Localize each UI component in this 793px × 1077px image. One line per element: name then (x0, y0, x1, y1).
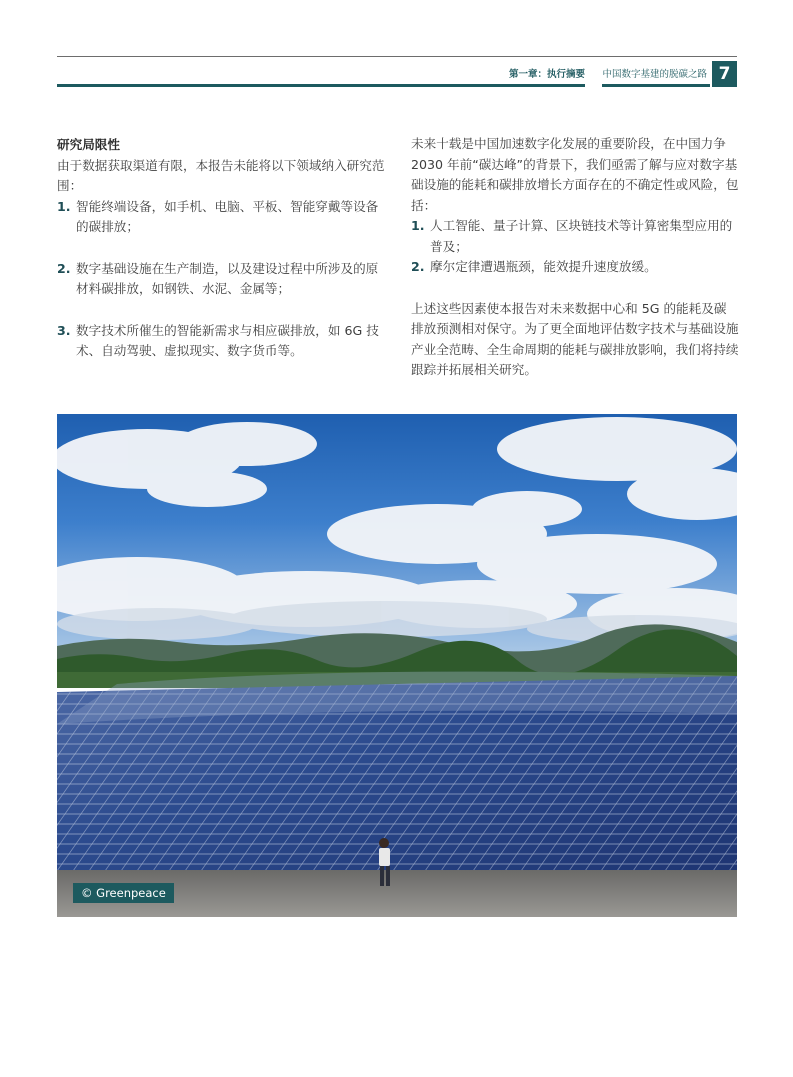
list-item (57, 197, 385, 238)
left-column (57, 135, 385, 362)
header-top-rule (57, 56, 737, 57)
risks-list (411, 216, 739, 278)
list-number: 1. (411, 218, 425, 233)
page-number: 7 (712, 61, 737, 87)
list-number: 2. (57, 260, 71, 276)
list-text: 数字基础设施在生产制造，以及建设过程中所涉及的原材料碳排放，如钢铁、水泥、金属等； (76, 260, 379, 296)
right-column (411, 134, 739, 381)
solar-farm-photo (57, 414, 737, 917)
closing-paragraph: 上述这些因素使本报告对未来数据中心和 5G 的能耗及碳排放预测相对保守。为了更全面地评估数字技术与基础设施产业全范畴、全生命周期的能耗与碳排放影响，我们将持续跟踪并拓展相关研究。 (411, 300, 739, 377)
header-underline-title (602, 84, 710, 87)
header-report-title: 中国数字基建的脱碳之路 (602, 69, 707, 80)
photo-credit-badge: © Greenpeace (73, 883, 174, 903)
list-item (411, 216, 739, 257)
risks-intro: 未来十载是中国加速数字化发展的重要阶段，在中国力争 2030 年前“碳达峰”的背景下，我们亟需了解与应对数字基础设施的能耗和碳排放增长方面存在的不确定性或风险，包括： (411, 136, 739, 213)
list-text: 摩尔定律遭遇瓶颈，能效提升速度放缓。 (430, 259, 657, 274)
header-chapter-label: 第一章：执行摘要 (508, 69, 585, 80)
list-text: 智能终端设备，如手机、电脑、平板、智能穿戴等设备的碳排放； (76, 198, 379, 234)
list-item (57, 259, 385, 300)
limitations-list (57, 197, 385, 362)
list-number: 3. (57, 322, 71, 338)
limitations-intro: 由于数据获取渠道有限，本报告未能将以下领域纳入研究范围： (57, 157, 385, 193)
header-underline-chapter (57, 84, 585, 87)
section-heading: 研究局限性 (57, 137, 120, 152)
list-number: 1. (57, 198, 71, 214)
list-number: 2. (411, 259, 425, 274)
list-text: 人工智能、量子计算、区块链技术等计算密集型应用的普及； (430, 218, 733, 254)
list-item (57, 321, 385, 362)
list-text: 数字技术所催生的智能新需求与相应碳排放，如 6G 技术、自动驾驶、虚拟现实、数字货币等。 (76, 322, 379, 358)
list-item (411, 257, 739, 278)
